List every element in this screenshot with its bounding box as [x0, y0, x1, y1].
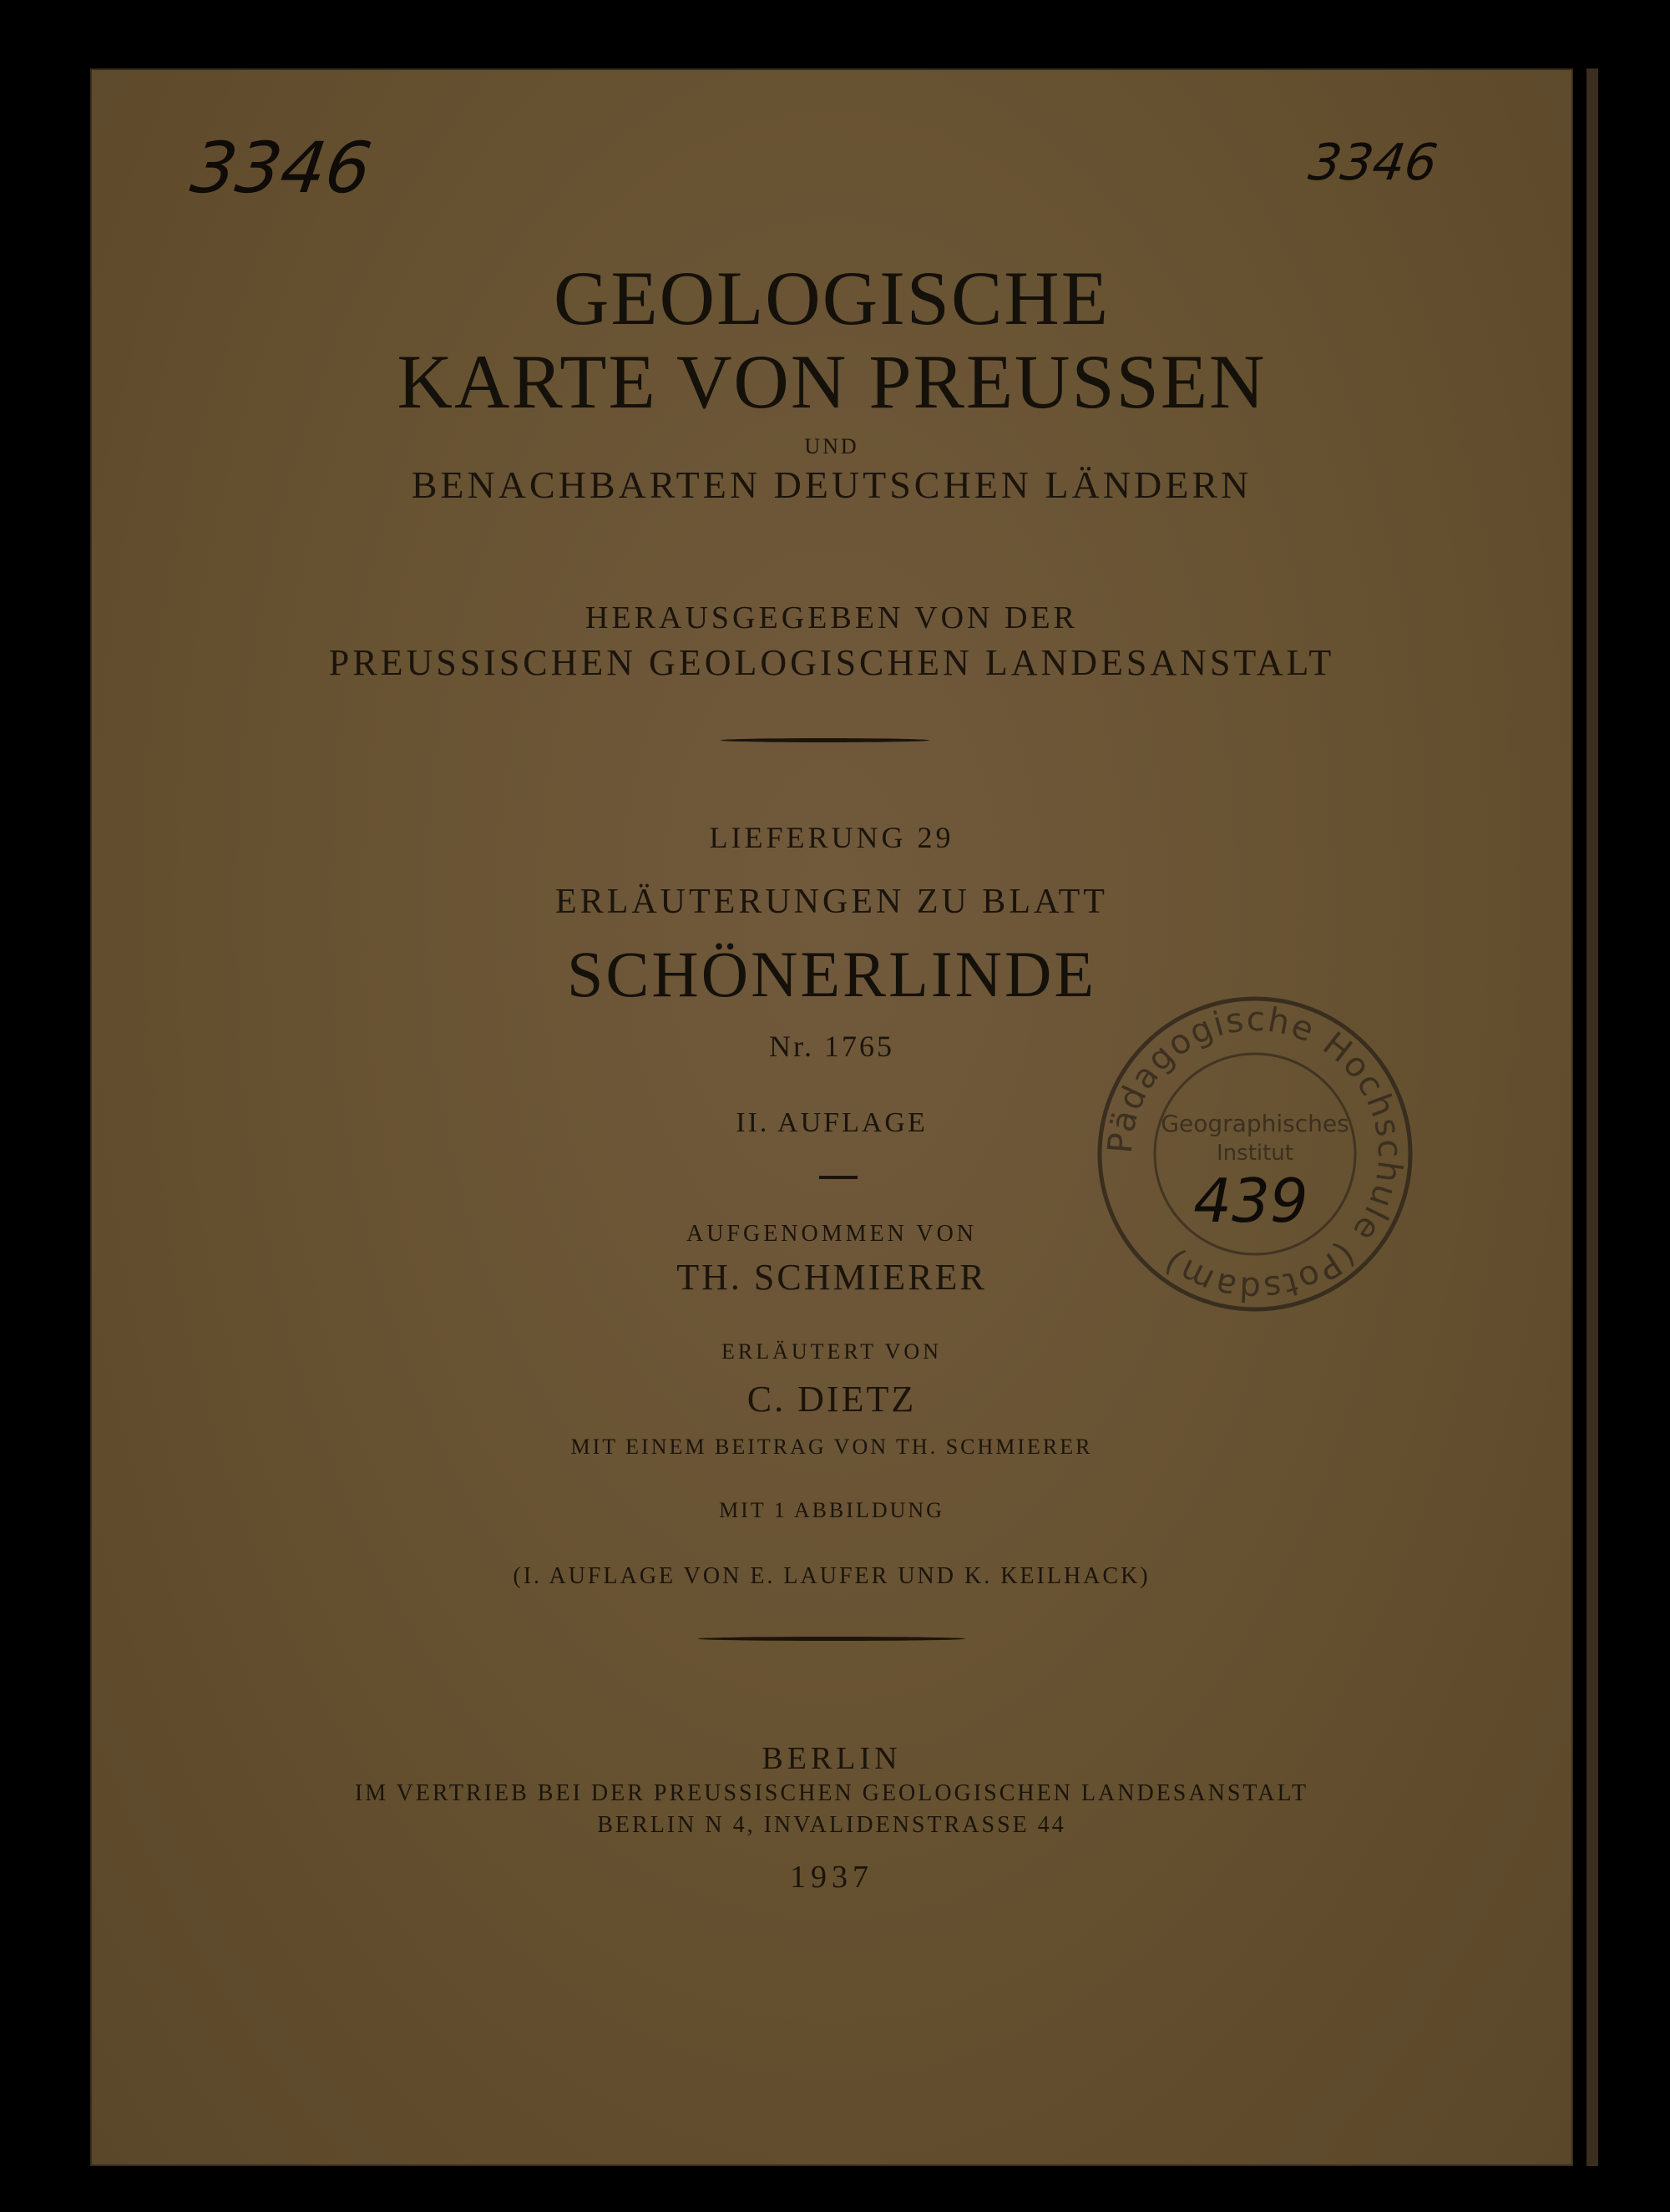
handwritten-number-right: 3346 — [1305, 134, 1441, 192]
explanations-label: ERLÄUTERUNGEN ZU BLATT — [555, 883, 1108, 921]
stamp-number: 439 — [1193, 1166, 1308, 1236]
stamp-ring-text: Pädagogische Hochschule (Potsdam) — [1101, 1000, 1409, 1308]
title-line-2: KARTE VON PREUSSEN — [397, 339, 1267, 424]
divider-rule-bottom — [698, 1637, 965, 1641]
first-edition-note: (I. AUFLAGE VON E. LAUFER UND K. KEILHACK) — [513, 1563, 1151, 1589]
handwritten-number-left: 3346 — [186, 127, 377, 209]
surveyed-by: TH. SCHMIERER — [676, 1257, 987, 1298]
contribution: MIT EINEM BEITRAG VON TH. SCHMIERER — [570, 1435, 1093, 1459]
lieferung-label: LIEFERUNG 29 — [709, 821, 954, 854]
publisher-line-1: HERAUSGEGEBEN VON DER — [585, 600, 1078, 635]
imprint-line-1: IM VERTRIEB BEI DER PREUSSISCHEN GEOLOGISCHEN LANDESANSTALT — [354, 1780, 1309, 1806]
book-cover — [90, 68, 1573, 2166]
library-stamp — [1092, 991, 1418, 1317]
edition: II. AUFLAGE — [736, 1107, 928, 1138]
cover-edge — [1586, 68, 1598, 2166]
imprint-year: 1937 — [790, 1860, 873, 1895]
title-line-3: BENACHBARTEN DEUTSCHEN LÄNDERN — [411, 463, 1252, 506]
surveyed-label: AUFGENOMMEN VON — [686, 1221, 978, 1247]
stamp-inner-line-1: Geographisches — [1161, 1110, 1349, 1137]
sheet-number: Nr. 1765 — [769, 1030, 894, 1063]
imprint-line-2: BERLIN N 4, INVALIDENSTRASSE 44 — [597, 1812, 1066, 1838]
sheet-name: SCHÖNERLINDE — [567, 938, 1096, 1010]
stamp-inner-line-2: Institut — [1217, 1141, 1293, 1166]
illustrations: MIT 1 ABBILDUNG — [719, 1498, 944, 1522]
publisher-line-2: PREUSSISCHEN GEOLOGISCHEN LANDESANSTALT — [328, 642, 1335, 683]
title-und: UND — [804, 434, 859, 458]
explained-label: ERLÄUTERT VON — [721, 1339, 942, 1364]
title-line-1: GEOLOGISCHE — [554, 256, 1110, 341]
explained-by: C. DIETZ — [746, 1379, 917, 1420]
imprint-city: BERLIN — [762, 1741, 902, 1776]
divider-rule-short — [819, 1176, 858, 1179]
divider-rule-top — [721, 738, 929, 742]
